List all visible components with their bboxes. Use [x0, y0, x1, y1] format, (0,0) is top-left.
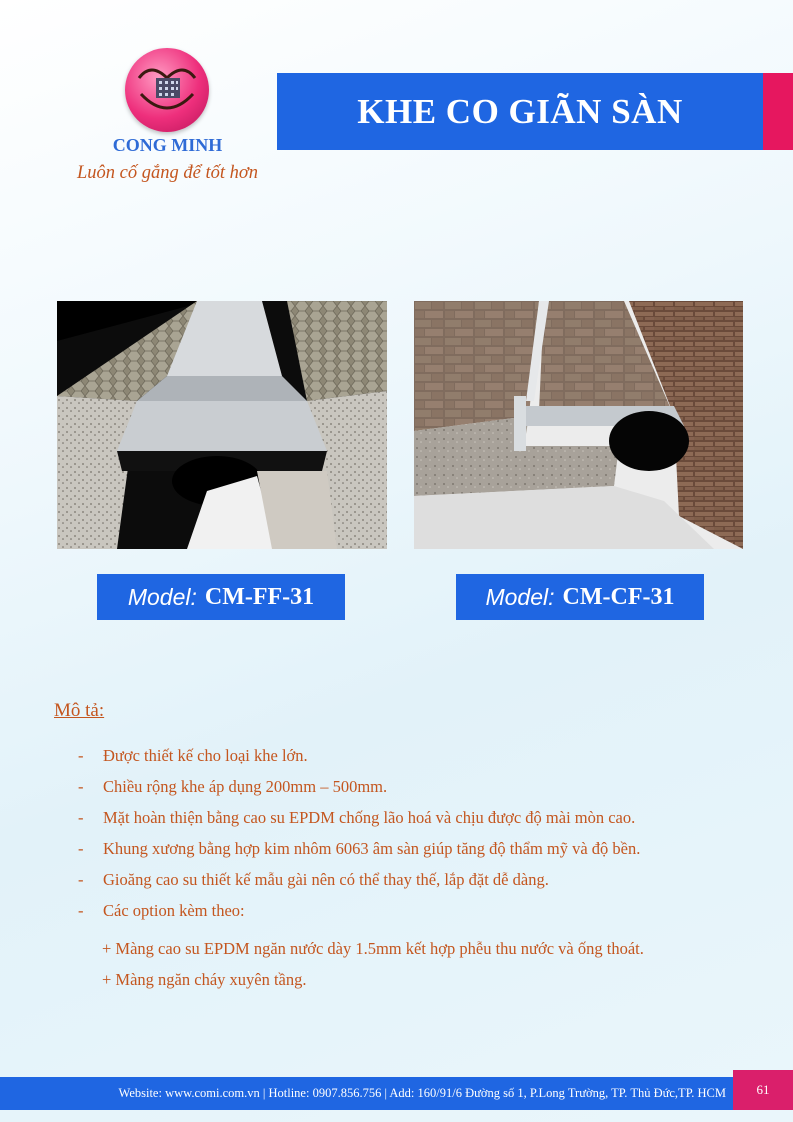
product-photo-cm-ff-31: [57, 301, 387, 549]
list-item-text: Gioăng cao su thiết kế mẫu gài nên có thể thay thế, lắp đặt dễ dàng.: [103, 870, 549, 889]
list-item-text: Khung xương bằng hợp kim nhôm 6063 âm sàn giúp tăng độ thẩm mỹ và độ bền.: [103, 839, 641, 858]
product-photo-cm-cf-31: [414, 301, 743, 549]
list-item: - Khung xương bằng hợp kim nhôm 6063 âm sàn giúp tăng độ thẩm mỹ và độ bền.: [78, 838, 640, 869]
option-item: + Màng ngăn cháy xuyên tầng.: [102, 970, 307, 989]
options-list: [102, 938, 644, 1000]
footer-bar: [0, 1077, 733, 1110]
option-item: + Màng cao su EPDM ngăn nước dày 1.5mm kết hợp phễu thu nước và ống thoát.: [102, 939, 644, 958]
model-label-cm-ff-31: [97, 574, 345, 620]
list-item-text: Mặt hoàn thiện bằng cao su EPDM chống lão hoá và chịu được độ mài mòn cao.: [103, 808, 636, 827]
model-code: CM-CF-31: [562, 583, 675, 610]
list-item: - Chiều rộng khe áp dụng 200mm – 500mm.: [78, 776, 640, 807]
model-label-cm-cf-31: [456, 574, 704, 620]
model-prefix: Model:: [127, 583, 197, 610]
list-item: - Gioăng cao su thiết kế mẫu gài nên có thể thay thế, lắp đặt dễ dàng.: [78, 869, 640, 900]
company-logo: [125, 48, 209, 132]
page-title: KHE CO GIÃN SÀN: [357, 91, 683, 131]
list-item-text: Các option kèm theo:: [103, 901, 245, 920]
building-logo-icon: [125, 48, 209, 132]
title-accent-bar: [763, 73, 793, 150]
model-prefix: Model:: [485, 583, 555, 610]
list-item: - Được thiết kế cho loại khe lớn.: [78, 745, 640, 776]
model-code: CM-FF-31: [204, 583, 315, 610]
brand-slogan: Luôn cố gắng để tốt hơn: [77, 163, 258, 183]
title-banner: [277, 73, 763, 150]
list-item-text: Chiều rộng khe áp dụng 200mm – 500mm.: [103, 777, 388, 796]
description-list: [78, 745, 640, 931]
footer-contact: Website: www.comi.com.vn | Hotline: 0907.856.756 | Add: 160/91/6 Đường số 1, P.Long Trường, TP. Thủ Đức,TP. HCM: [118, 1086, 726, 1100]
description-heading: Mô tả:: [54, 700, 105, 721]
list-item-text: Được thiết kế cho loại khe lớn.: [103, 746, 308, 765]
list-item: - Mặt hoàn thiện bằng cao su EPDM chống lão hoá và chịu được độ mài mòn cao.: [78, 807, 640, 838]
list-item: - Các option kèm theo:: [78, 900, 640, 931]
brand-name: CONG MINH: [112, 135, 223, 155]
page-number: 61: [733, 1070, 793, 1110]
